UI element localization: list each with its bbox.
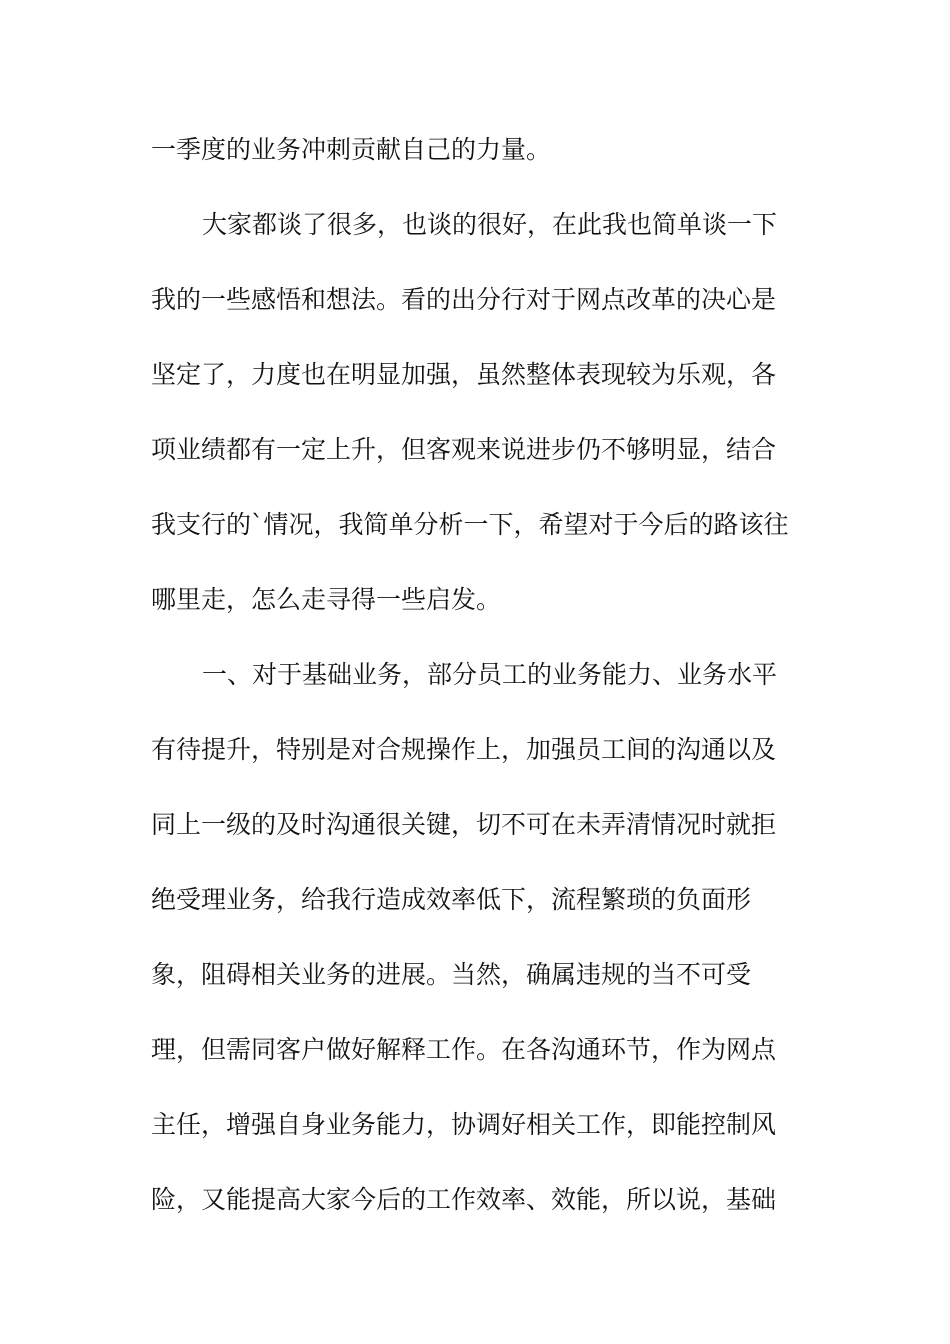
paragraph-first-line: 大家都谈了很多，也谈的很好，在此我也简单谈一下 (202, 210, 778, 239)
text-line: 哪里走，怎么走寻得一些启发。 (151, 585, 502, 614)
text-line: 我支行的`情况，我简单分析一下，希望对于今后的路该往 (151, 510, 789, 539)
text-line: 象，阻碍相关业务的进展。当然，确属违规的当不可受 (151, 960, 752, 989)
text-line: 项业绩都有一定上升，但客观来说进步仍不够明显，结合 (151, 435, 777, 464)
text-line: 坚定了，力度也在明显加强，虽然整体表现较为乐观，各 (151, 360, 777, 389)
text-line: 主任，增强自身业务能力，协调好相关工作，即能控制风 (151, 1110, 777, 1139)
text-line: 绝受理业务，给我行造成效率低下，流程繁琐的负面形 (151, 885, 752, 914)
text-line: 理，但需同客户做好解释工作。在各沟通环节，作为网点 (151, 1035, 777, 1064)
text-line: 险，又能提高大家今后的工作效率、效能，所以说，基础 (151, 1185, 777, 1214)
text-line: 有待提升，特别是对合规操作上，加强员工间的沟通以及 (151, 735, 777, 764)
text-line: 同上一级的及时沟通很关键，切不可在未弄清情况时就拒 (151, 810, 777, 839)
text-line: 一季度的业务冲刺贡献自己的力量。 (151, 135, 552, 164)
paragraph-first-line: 一、对于基础业务，部分员工的业务能力、业务水平 (202, 660, 778, 689)
text-line: 我的一些感悟和想法。看的出分行对于网点改革的决心是 (151, 285, 777, 314)
